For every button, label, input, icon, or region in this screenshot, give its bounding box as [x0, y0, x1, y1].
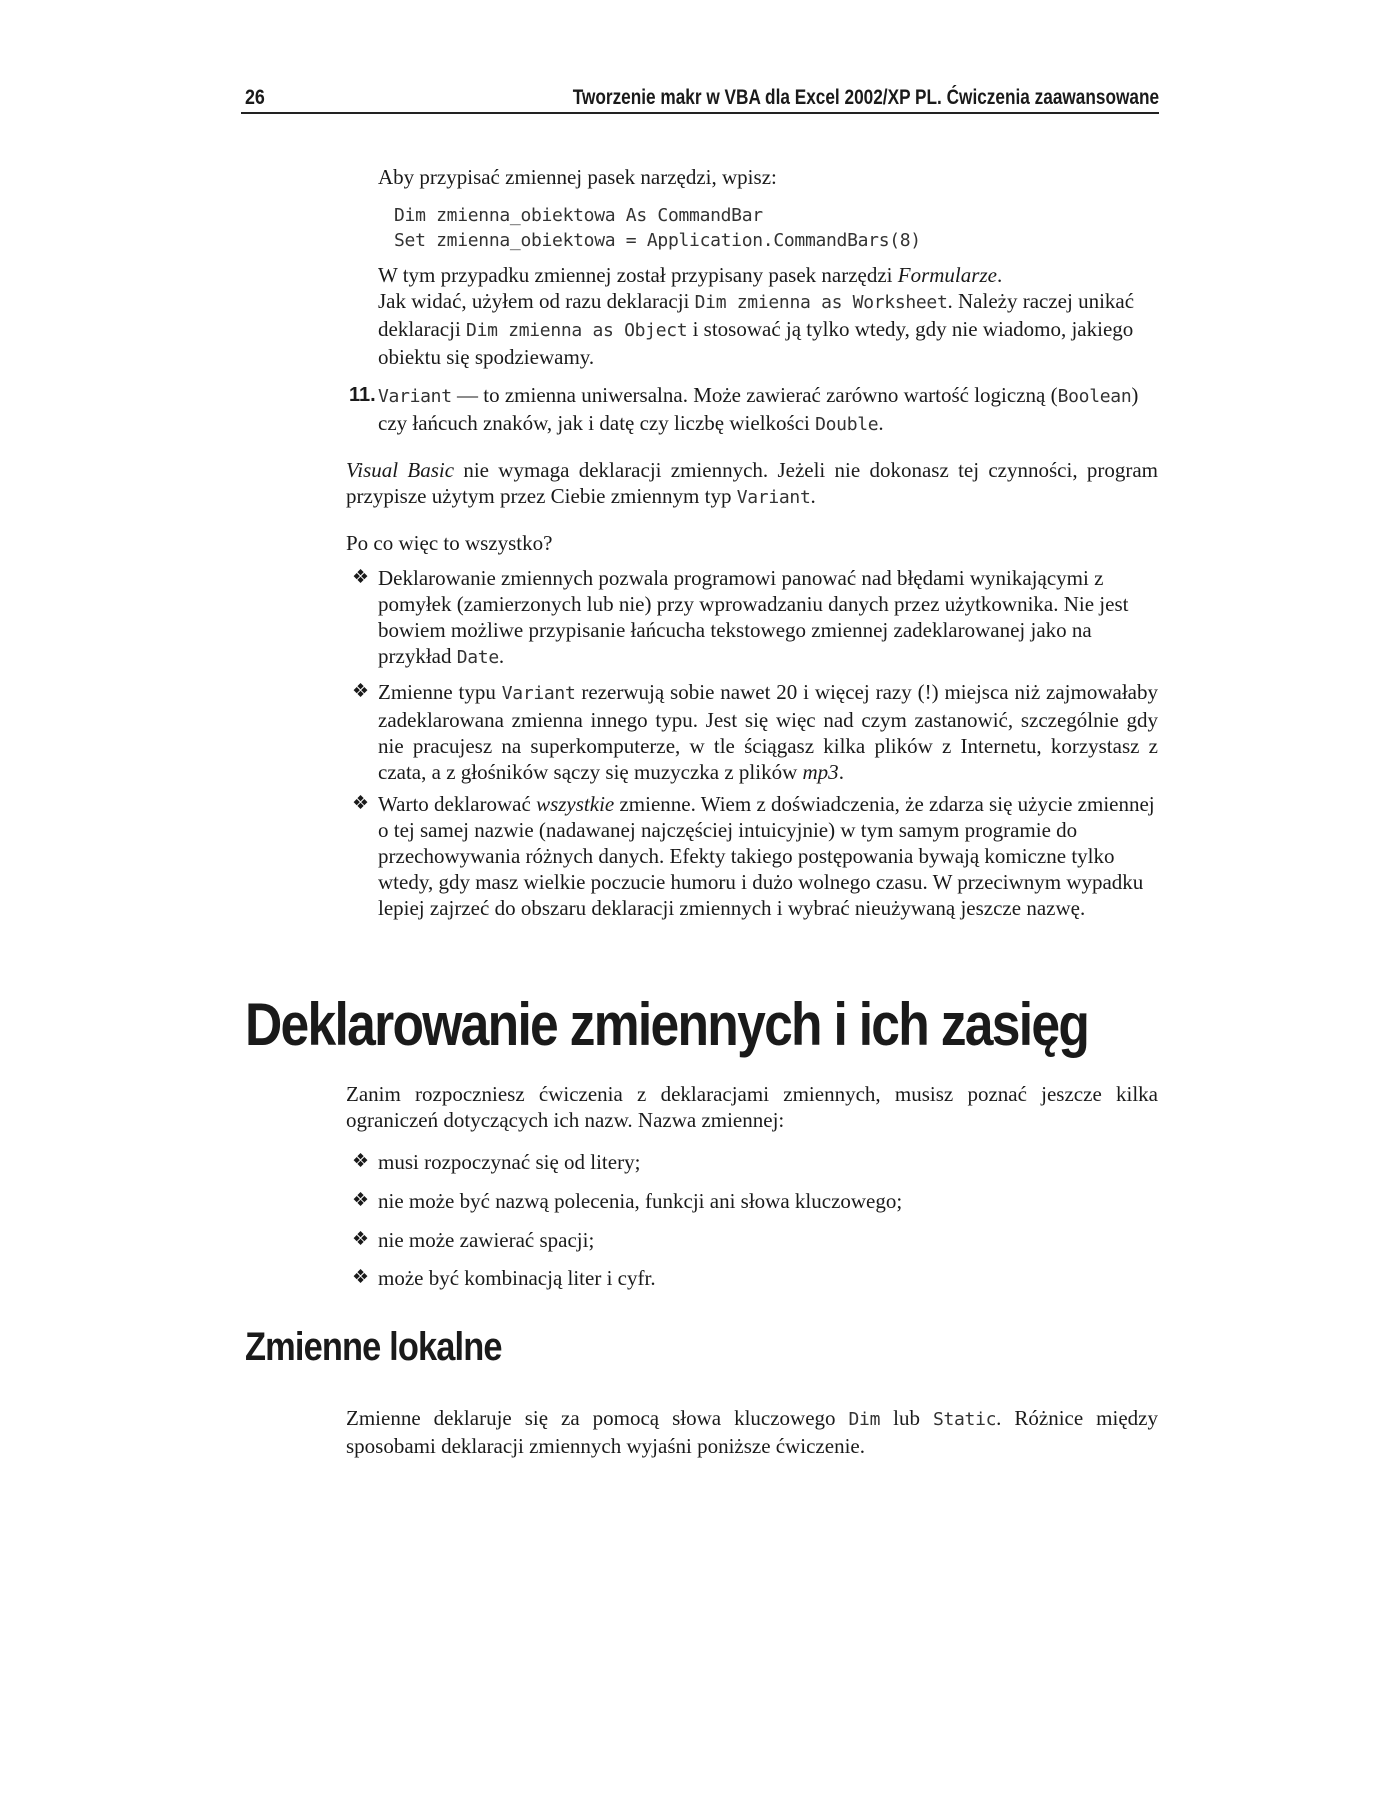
page-header [241, 84, 1159, 114]
running-title: Tworzenie makr w VBA dla Excel 2002/XP PL. Ćwiczenia zaawansowane [572, 86, 1159, 109]
emphasis: mp3 [802, 760, 839, 784]
text: . [878, 411, 884, 435]
text: ) czy łańcuch znaków, jak i datę czy liczbę wielkości [378, 383, 1139, 435]
bullet-item-3 [378, 791, 1158, 921]
section-heading: Deklarowanie zmiennych i ich zasięg [245, 991, 1089, 1058]
bullet-icon: ❖ [352, 1151, 370, 1172]
text: rezerwują sobie nawet 20 i więcej razy (!) miejsca niż zajmowałaby zadeklarowana zmienna innego typu. Jest się więc nad czym zastanowić, szczególnie gdy nie pracujesz na superkomputerze, w tle ściągasz kilka plików z Internetu, korzystasz z czata, a z głośników sączy się muzyczka z plików [378, 680, 1158, 784]
emphasis: Formularze [897, 263, 997, 287]
paragraph-visual-basic [346, 457, 1158, 511]
text: . [498, 644, 505, 668]
inline-code: Dim [848, 1409, 881, 1430]
rule-item: może być kombinacją liter i cyfr. [378, 1266, 656, 1290]
bullet-icon: ❖ [352, 1229, 370, 1250]
text: lub [880, 1406, 933, 1430]
emphasis: Visual Basic [346, 458, 455, 482]
inline-code: Variant [501, 683, 576, 704]
bullet-icon: ❖ [352, 567, 370, 588]
inline-code: Variant [378, 386, 452, 407]
text: . [838, 760, 844, 784]
rule-item: musi rozpoczynać się od litery; [378, 1150, 641, 1174]
text: Zmienne deklaruje się za pomocą słowa kluczowego [346, 1406, 849, 1430]
rule-item: nie może być nazwą polecenia, funkcji ani słowa kluczowego; [378, 1189, 903, 1213]
text: Jak widać, użyłem od razu deklaracji [378, 289, 695, 313]
bullet-icon: ❖ [352, 793, 370, 814]
code-line: Dim zmienna_obiektowa As CommandBar [394, 205, 763, 226]
emphasis: wszystkie [536, 792, 615, 816]
inline-code: Dim zmienna as Object [466, 320, 688, 341]
text: . Należy raczej unikać deklaracji [378, 289, 1135, 341]
text: Zmienne typu [378, 680, 502, 704]
paragraph-local [346, 1405, 1158, 1459]
text: nie wymaga deklaracji zmiennych. Jeżeli nie dokonasz tej czynności, program przypisze użytym przez Ciebie zmiennym typ [346, 458, 1158, 508]
list-item-11 [378, 382, 1158, 438]
text: . [810, 484, 816, 508]
text: . [996, 263, 1003, 287]
list-number: 11. [349, 384, 376, 406]
inline-code: Static [932, 1409, 997, 1430]
text: i stosować ją tylko wtedy, gdy nie wiadomo, jakiego obiektu się spodziewamy. [378, 317, 1134, 369]
text: Deklarowanie zmiennych pozwala programowi panować nad błędami wynikającymi z pomyłek (zamierzonych lub nie) przy wprowadzaniu danych przez użytkownika. Nie jest bowiem możliwe przypisanie łańcucha tekstowego zmiennej zadeklarowanej jako na przykład [378, 566, 1129, 668]
text: . Różnice między sposobami deklaracji zmiennych wyjaśni poniższe ćwiczenie. [346, 1406, 1158, 1458]
paragraph-assign-intro: Aby przypisać zmiennej pasek narzędzi, wpisz: [378, 165, 777, 189]
bullet-icon: ❖ [352, 1267, 370, 1288]
text: zmienne. Wiem z doświadczenia, że zdarza się użycie zmiennej o tej samej nazwie (nadawanej najczęściej intuicyjnie) w tym samym programie do przechowywania różnych danych. Efekty takiego postępowania bywają komiczne tylko wtedy, gdy masz wielkie poczucie humoru i dużo wolnego czasu. W przeciwnym wypadku lepiej zajrzeć do obszaru deklaracji zmiennych i wybrać nieużywaną jeszcze nazwę. [378, 792, 1155, 920]
paragraph-case [378, 262, 1158, 370]
paragraph-names: Zanim rozpoczniesz ćwiczenia z deklaracjami zmiennych, musisz poznać jeszcze kilka ograniczeń dotyczących ich nazw. Nazwa zmiennej: [346, 1082, 1158, 1132]
text: Warto deklarować [378, 792, 537, 816]
inline-code: Dim zmienna as Worksheet [694, 292, 948, 313]
inline-code: Boolean [1057, 386, 1132, 407]
code-block [394, 203, 921, 253]
page-number: 26 [245, 86, 265, 109]
bullet-item-2 [378, 679, 1158, 785]
text: — to zmienna uniwersalna. Może zawierać zarówno wartość logiczną ( [451, 383, 1058, 407]
rule-item: nie może zawierać spacji; [378, 1228, 595, 1252]
bullet-icon: ❖ [352, 1190, 370, 1211]
text: W tym przypadku zmiennej został przypisany pasek narzędzi [378, 263, 898, 287]
code-line: Set zmienna_obiektowa = Application.CommandBars(8) [394, 230, 921, 251]
bullet-icon: ❖ [352, 681, 370, 702]
inline-code: Double [815, 414, 879, 435]
inline-code: Date [456, 647, 499, 668]
bullet-item-1 [378, 565, 1158, 671]
inline-code: Variant [736, 487, 811, 508]
subsection-heading: Zmienne lokalne [245, 1325, 502, 1369]
paragraph-why: Po co więc to wszystko? [346, 531, 553, 555]
